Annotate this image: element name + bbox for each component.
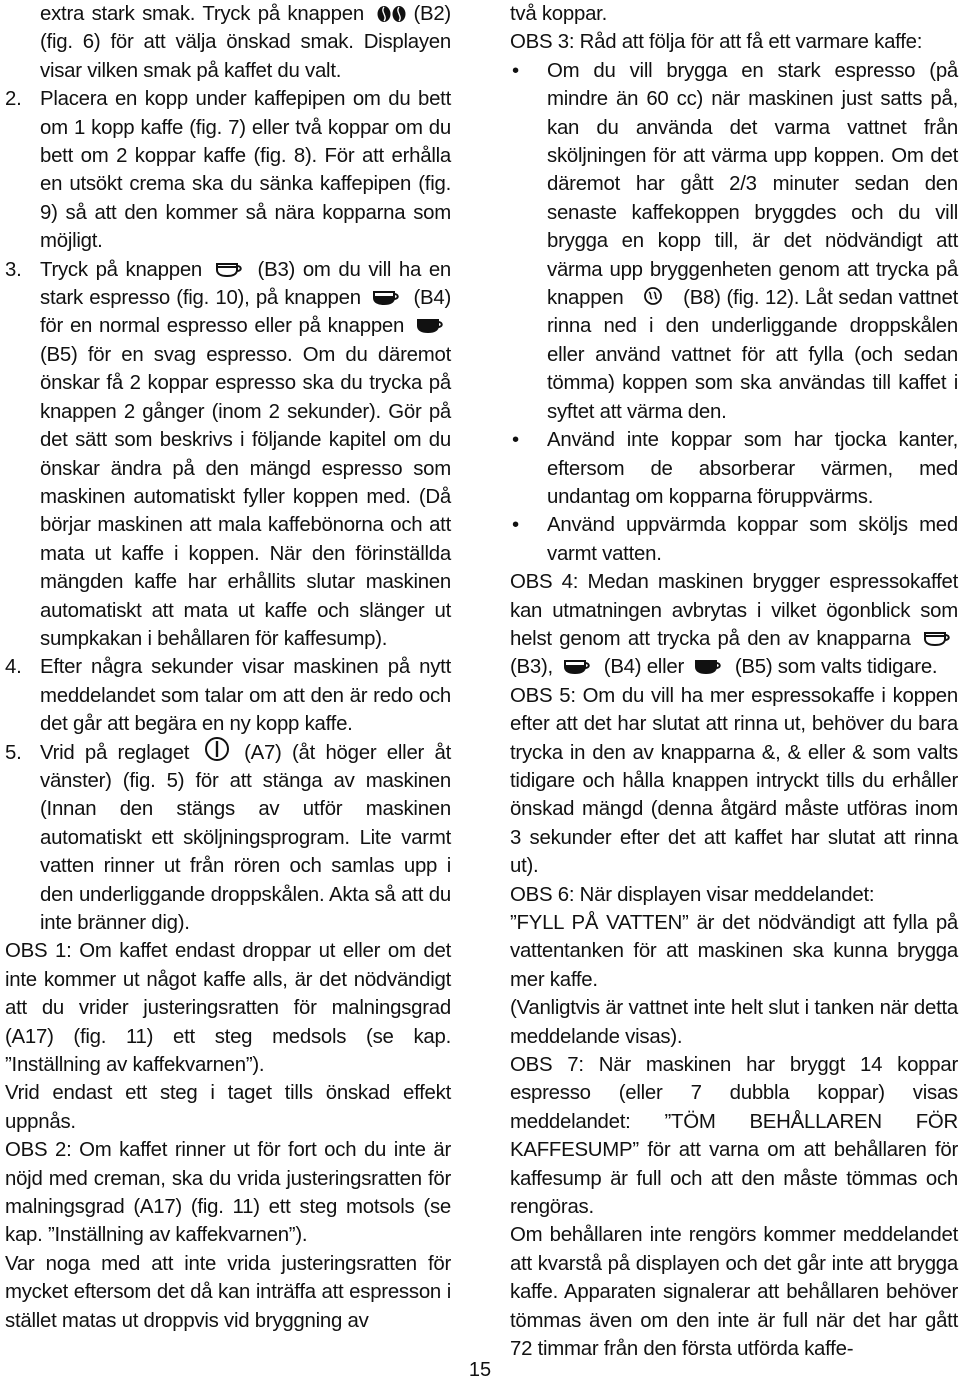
right-column — [510, 0, 958, 1364]
coffee-beans-icon — [375, 5, 409, 23]
rinse-steam-icon — [633, 285, 673, 307]
left-column — [5, 0, 451, 1335]
bullet-item-3: • Använd uppvärmda koppar som sköljs med varmt vatten. — [512, 514, 958, 565]
note-var-noga: Var noga med att inte vrida justeringsratten för mycket eftersom det då kan inträffa att espresson i stället matas ut droppvis vid bryggning av — [5, 1252, 451, 1332]
page-number: 15 — [468, 1359, 492, 1381]
bullet-item-2: • Använd inte koppar som har tjocka kanter, eftersom de absorberar värmen, med undantag om kopparna föruppvärms. — [512, 429, 958, 508]
note-obs-2: OBS 2: Om kaffet rinner ut för fort och du inte är nöjd med creman, ska du vrida justeringsratten för malningsgrad (A17) (fig. 11) ett steg motsols (se kap. ”Inställning av kaffekvarnen”). — [5, 1139, 451, 1247]
list-item-2: 2. Placera en kopp under kaffepipen om du bett om 1 kopp kaffe (fig. 7) eller två koppar om du bett om 2 koppar kaffe (fig. 8). För att erhålla en utsökt crema ska du sänka kaffepipen (fig. 9) så att den kommer så nära kopparna som möjligt. — [5, 88, 451, 253]
note-obs-6-remark: (Vanligtvis är vattnet inte helt slut i tanken när detta meddelande visas). — [510, 997, 958, 1048]
note-obs-7-continued: Om behållaren inte rengörs kommer meddelandet att kvarstå på displayen och det går inte att brygga kaffe. Apparaten signalerar att behållaren behöver tömmas även om den inte är full när det har gått 72 timmar från den första utförda kaffe- — [510, 1224, 958, 1361]
paragraph-continued: två koppar. — [510, 3, 608, 25]
list-item-3: 3. Tryck på knappen (B3) om du vill ha en stark espresso (fig. 10), på knappen (B4) för en normal espresso eller på knappen (B5) för en svag espresso. Om du däremot önskar få 2 koppar espresso ska du trycka på knappen 2 gånger (inom 2 sekunder). Gör på det sätt som beskrivs i följande kapitel om du önskar ändra på den mängd espresso som maskinen automatiskt fyller koppen med. (Då börjar maskinen att mala kaffebönorna och att mata ut kaffe i koppen. När den förinställda mängden kaffe har erhållits slutar maskinen automatiskt att mata ut kaffe och slänger ut sumpkakan i behållaren för kaffesump). — [5, 258, 452, 650]
note-obs-1: OBS 1: Om kaffet endast droppar ut eller om det inte kommer ut något kaffe alls, är det nödvändigt att du vrider justeringsratten för malningsgrad (A17) (fig. 11) ett steg medsols (se kap. ”Inställning av kaffekvarnen”). — [5, 940, 451, 1077]
bullet-item-1: • Om du vill brygga en stark espresso (på mindre än 60 cc) när maskinen just satts på, kan du använda det varma vattnet från sköljningen för att värma upp koppen. Om det däremot har gått 2/3 minuter sedan den senaste kaffekoppen bryggdes och du vill brygga en kopp till, är det nödvändigt att värma upp bryggenheten genom att trycka på knappen (B8) (fig. 12). Låt sedan vattnet rinna ned i den underliggande droppskålen eller använd vattnet för att fylla (och sedan tömma) koppen som ska användas till kaffet i syftet att värma den. — [510, 57, 958, 426]
note-obs-5: OBS 5: Om du vill ha mer espressokaffe i koppen efter att det har slutat att rinna ut, behöver du bara trycka in den av knapparna &, & eller & som valts tidigare och hålla knappen intryckt tills du erhåller önskad mängd (denna åtgärd måste utföras inom 3 sekunder efter det att kaffet har slutat att rinna ut). — [510, 684, 958, 878]
note-obs-6-message: ”FYLL PÅ VATTEN” är det nödvändigt att fylla på vattentanken för att maskinen ska kunna brygga mer kaffe. — [510, 912, 958, 991]
normal-espresso-cup-icon — [371, 287, 403, 307]
mild-espresso-cup-icon — [415, 315, 447, 335]
mild-espresso-cup-icon — [693, 656, 725, 676]
strong-espresso-cup-icon — [214, 259, 246, 279]
note-obs-7: OBS 7: När maskinen har bryggt 14 koppar espresso (eller 7 dubbla koppar) visas meddelandet: ”TÖM BEHÅLLAREN FÖR KAFFESUMP” för att varna om att behållaren för kaffesump är full och att den måste tömmas och rengöras. — [510, 1054, 958, 1219]
paragraph-taste-select: extra stark smak. Tryck på knappen (B2) (fig. 6) för att välja önskad smak. Displayen visar vilken smak på kaffet du valt. — [40, 3, 451, 82]
note-vrid: Vrid endast ett steg i taget tills önskad effekt uppnås. — [5, 1082, 451, 1133]
list-item-5: 5. Vrid på reglaget (A7) (åt höger eller åt vänster) (fig. 5) för att stänga av maskinen (Innan den stängs av utför maskinen automatiskt ett sköljningsprogram. Lite varmt vatten rinner ut från rören och samlas upp i den underliggande droppskålen. Akta så att du inte bränner dig). — [5, 739, 451, 938]
note-obs-4: OBS 4: Medan maskinen brygger espressokaffet kan utmatningen avbrytas i vilket ögonblick som helst genom att trycka på den av knapparna (B3), (B4) eller (B5) som valts tidigare. — [510, 571, 958, 679]
strong-espresso-cup-icon — [922, 628, 954, 648]
normal-espresso-cup-icon — [562, 656, 594, 676]
note-obs-6: OBS 6: När displayen visar meddelandet: — [510, 883, 875, 906]
power-knob-icon — [204, 740, 230, 762]
note-obs-3: OBS 3: Råd att följa för att få ett varmare kaffe: — [510, 31, 923, 54]
list-item-4: 4. Efter några sekunder visar maskinen på nytt meddelandet som talar om att den är redo och det går att begära en ny kopp kaffe. — [5, 656, 451, 736]
bullet-marker: • — [512, 59, 519, 82]
